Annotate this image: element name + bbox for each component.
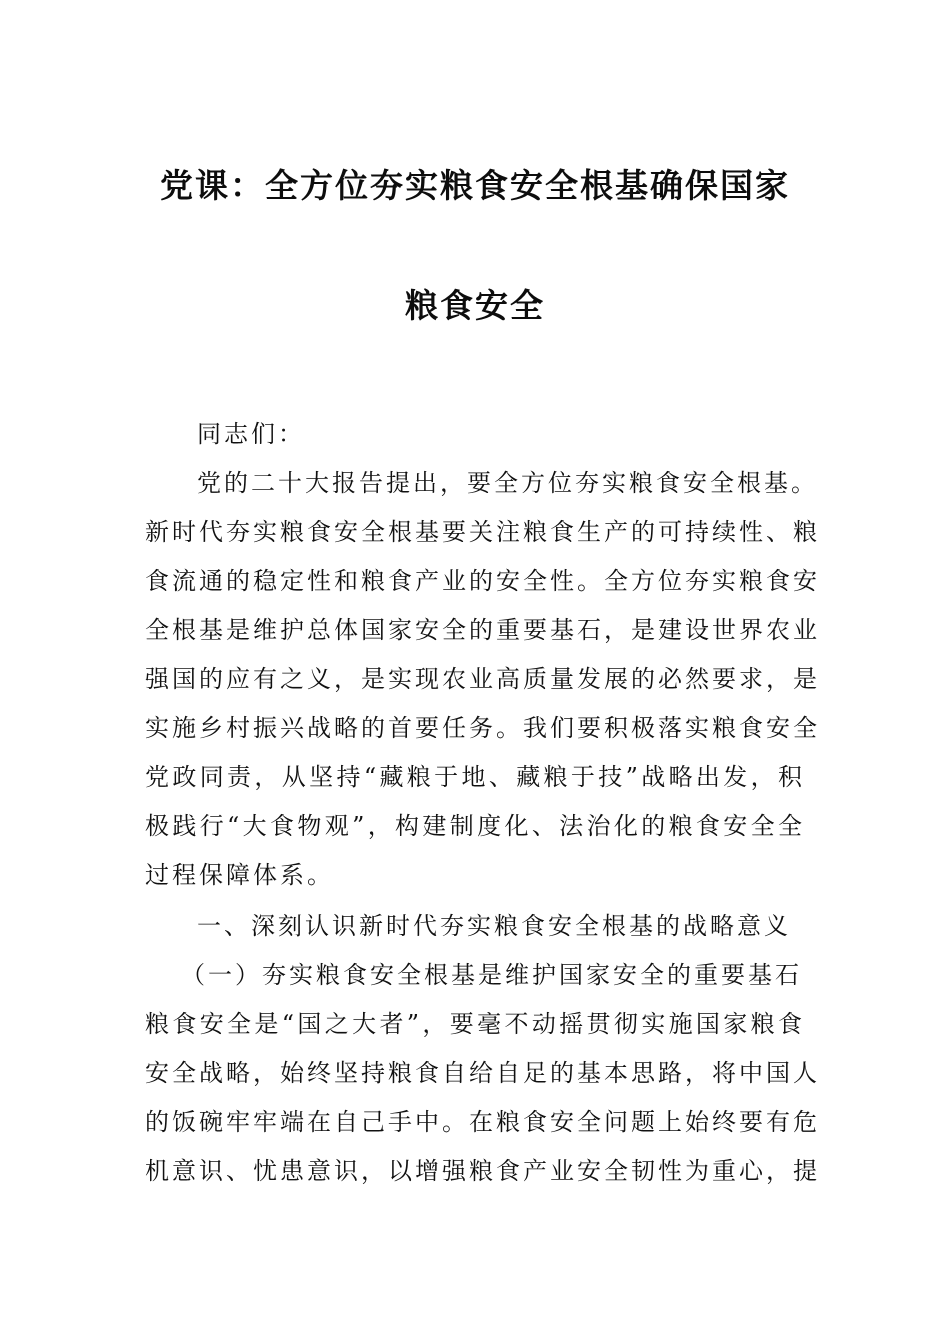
intro-line: 党政同责，从坚持“藏粮于地、藏粮于技”战略出发，积 (145, 763, 805, 791)
intro-line: 极践行“大食物观”，构建制度化、法治化的粮食安全全 (145, 812, 805, 840)
intro-line: 食流通的稳定性和粮食产业的安全性。全方位夯实粮食安 (145, 567, 820, 595)
document-title-line-2: 粮食安全 (405, 286, 545, 325)
intro-line: 党的二十大报告提出，要全方位夯实粮食安全根基。 (197, 469, 818, 497)
document-title-line-1: 党课：全方位夯实粮食安全根基确保国家 (160, 166, 790, 205)
salutation: 同志们： (197, 420, 305, 448)
section-line: 安全战略，始终坚持粮食自给自足的基本思路，将中国人 (145, 1059, 820, 1087)
section-line: 粮食安全是“国之大者”，要毫不动摇贯彻实施国家粮食 (145, 1010, 805, 1038)
section-paragraph (145, 1000, 820, 1196)
intro-line: 强国的应有之义，是实现农业高质量发展的必然要求，是 (145, 665, 820, 693)
intro-paragraph (145, 459, 820, 900)
intro-line: 过程保障体系。 (145, 861, 334, 889)
intro-line: 新时代夯实粮食安全根基要关注粮食生产的可持续性、粮 (145, 518, 820, 546)
section-line: 的饭碗牢牢端在自己手中。在粮食安全问题上始终要有危 (145, 1108, 820, 1136)
section-heading-1: 一、深刻认识新时代夯实粮食安全根基的战略意义 (197, 912, 791, 940)
subsection-heading-1: （一）夯实粮食安全根基是维护国家安全的重要基石 (181, 961, 802, 989)
intro-line: 全根基是维护总体国家安全的重要基石，是建设世界农业 (145, 616, 820, 644)
section-line: 机意识、忧患意识，以增强粮食产业安全韧性为重心，提 (145, 1157, 820, 1185)
intro-line: 实施乡村振兴战略的首要任务。我们要积极落实粮食安全 (145, 714, 820, 742)
